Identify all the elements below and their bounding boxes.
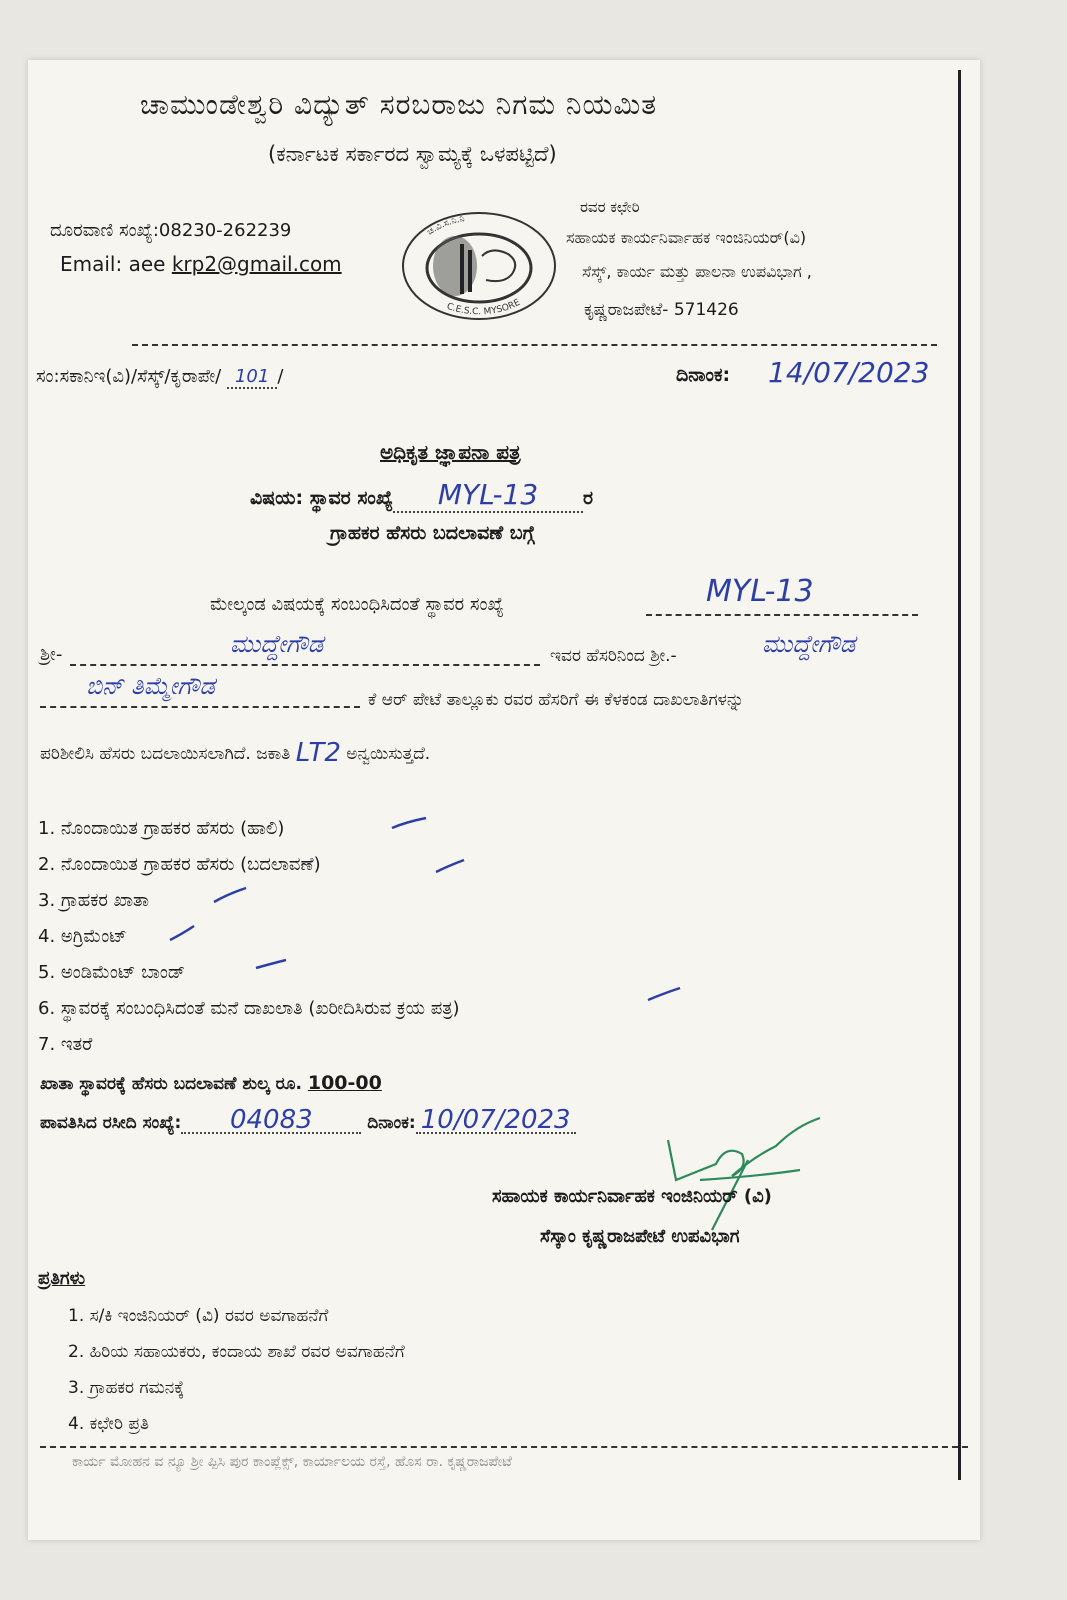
org-subtitle: (ಕರ್ನಾಟಕ ಸರ್ಕಾರದ ಸ್ವಾಮ್ಯಕ್ಕೆ ಒಳಪಟ್ಟಿದೆ) [268, 142, 557, 166]
plant-number-handwritten: MYL-13 [706, 574, 814, 609]
reference-value: 101 [227, 366, 277, 389]
document-item-7: 7. ಇತರೆ [38, 1034, 93, 1055]
email-label: Email: aee [60, 252, 166, 276]
check-mark-icon [392, 818, 426, 828]
document-item-2: 2. ನೊಂದಾಯಿತ ಗ್ರಾಹಕರ ಹೆಸರು (ಬದಲಾವಣೆ) [38, 854, 321, 875]
document-item-5: 5. ಅಂಡಿಮೆಂಟ್ ಬಾಂಡ್ [38, 962, 186, 983]
copy-item-1: 1. ಸ/ಕಿ ಇಂಜಿನಿಯರ್ (ವಿ) ರವರ ಅವಗಾಹನೆಗೆ [68, 1306, 329, 1326]
check-mark-icon [436, 860, 464, 872]
subject-label: ವಿಷಯ: ಸ್ಥಾವರ ಸಂಖ್ಯೆ [250, 487, 394, 509]
document-item-1: 1. ನೊಂದಾಯಿತ ಗ್ರಾಹಕರ ಹೆಸರು (ಹಾಲಿ) [38, 818, 285, 839]
subject-value: MYL-13 [393, 478, 583, 513]
body-line-1: ಮೇಲ್ಕಂಡ ವಿಷಯಕ್ಕೆ ಸಂಬಂಧಿಸಿದಂತೆ ಸ್ಥಾವರ ಸಂಖ್ಯೆ [210, 594, 504, 615]
body-line-4b: ಅನ್ವಯಿಸುತ್ತದೆ. [346, 744, 431, 764]
office-line-2: ಸಹಾಯಕ ಕಾರ್ಯನಿರ್ವಾಹಕ ಇಂಜಿನಿಯರ್(ವಿ) [566, 228, 807, 247]
subject-suffix: ರ [583, 487, 594, 509]
receipt-number: 04083 [181, 1108, 361, 1134]
officer-signature [668, 1118, 820, 1230]
body-line-2: ಇವರ ಹೆಸರಿನಿಂದ ಶ್ರೀ.- [550, 646, 677, 666]
old-name-handwritten: ಮುದ್ದೇಗೌಡ [230, 630, 324, 658]
sri-label: ಶ್ರೀ- [40, 644, 63, 665]
check-mark-icon [170, 926, 194, 940]
check-mark-icon [648, 988, 680, 1000]
copy-item-3: 3. ಗ್ರಾಹಕರ ಗಮನಕ್ಕೆ [68, 1378, 185, 1398]
fee-label: ಖಾತಾ ಸ್ಥಾವರಕ್ಕೆ ಹೆಸರು ಬದಲಾವಣೆ ಶುಲ್ಕ ರೂ. [40, 1074, 302, 1094]
body-line-4a: ಪರಿಶೀಲಿಸಿ ಹೆಸರು ಬದಲಾಯಿಸಲಾಗಿದೆ. ಜಕಾತಿ [40, 744, 291, 764]
copies-heading: ಪ್ರತಿಗಳು [38, 1268, 86, 1289]
phone-number: ದೂರವಾಣಿ ಸಂಖ್ಯೆ:08230-262239 [50, 220, 292, 241]
office-line-4: ಕೃಷ್ಣರಾಜಪೇಟೆ- 571426 [584, 300, 739, 320]
document-item-3: 3. ಗ್ರಾಹಕರ ಖಾತಾ [38, 890, 149, 911]
office-line-3: ಸೆಸ್ಕ್, ಕಾರ್ಯ ಮತ್ತು ಪಾಲನಾ ಉಪವಿಭಾಗ , [582, 262, 812, 281]
new-name-handwritten-2: ಬಿನ್ ತಿಮ್ಮೇಗೌಡ [86, 672, 215, 700]
seal-top-text: ಚ.ವಿ.ಸ.ನಿ.ನಿ [425, 214, 466, 238]
receipt-line [40, 1105, 576, 1135]
date-value: 14/07/2023 [768, 356, 930, 389]
fee-line [40, 1072, 382, 1094]
seal-bottom-text: C.E.S.C. MYSORE [445, 297, 523, 318]
footer-address: ಕಾರ್ಯ ಮೋಹನ ವ ನ್ಯೂ ಶ್ರೀ ಪ್ಪಿಸಿ ಪುರ ಕಾಂಪ್ಲೆಕ್ಸ್, ಕಾರ್ಯಾಲಯ ರಸ್ತೆ, ಹೊಸ ರಾ. ಕೃಷ್ಣರಾಜಪೇಟೆ [72, 1454, 512, 1470]
fee-amount: 100-00 [307, 1072, 382, 1094]
email-address: krp2@gmail.com [171, 252, 342, 276]
reference-number: ಸಂ:ಸಕಾನಿಇ(ವಿ)/ಸೆಸ್ಕ್/ಕೃರಾಪೇ/ 101 / [36, 366, 284, 387]
copy-item-4: 4. ಕಛೇರಿ ಪ್ರತಿ [68, 1414, 149, 1434]
copy-item-2: 2. ಹಿರಿಯ ಸಹಾಯಕರು, ಕಂದಾಯ ಶಾಖೆ ರವರ ಅವಗಾಹನೆಗೆ [68, 1342, 405, 1362]
footer-divider [40, 1446, 968, 1448]
tariff-handwritten: LT2 [295, 738, 341, 768]
reference-label: ಸಂ:ಸಕಾನಿಇ(ವಿ)/ಸೆಸ್ಕ್/ಕೃರಾಪೇ/ [36, 366, 222, 387]
check-mark-icon [214, 888, 246, 902]
new-name-handwritten-1: ಮುದ್ದೇಗೌಡ [762, 630, 856, 658]
date-label: ದಿನಾಂಕ: [676, 364, 731, 386]
signatory-designation: ಸಹಾಯಕ ಕಾರ್ಯನಿರ್ವಾಹಕ ಇಂಜಿನಿಯರ್ (ವಿ) [492, 1186, 772, 1207]
notice-title: ಅಧಿಕೃತ ಜ್ಞಾಪನಾ ಪತ್ರ [380, 440, 521, 464]
receipt-date: 10/07/2023 [416, 1108, 576, 1134]
check-mark-icon [256, 960, 286, 968]
org-name: ಚಾಮುಂಡೇಶ್ವರಿ ವಿದ್ಯುತ್ ಸರಬರಾಜು ನಿಗಮ ನಿಯಮಿತ [140, 88, 658, 121]
document-item-4: 4. ಅಗ್ರಿಮೆಂಟ್ [38, 926, 127, 947]
subject-line-2: ಗ್ರಾಹಕರ ಹೆಸರು ಬದಲಾವಣೆ ಬಗ್ಗೆ [330, 522, 535, 544]
body-line-3: ಕೆ ಆರ್ ಪೇಟೆ ತಾಲ್ಲೂಕು ರವರ ಹೆಸರಿಗೆ ಈ ಕೆಳಕಂಡ ದಾಖಲಾತಿಗಳನ್ನು [368, 690, 745, 710]
receipt-date-label: ದಿನಾಂಕ: [367, 1113, 416, 1133]
office-line-1: ರವರ ಕಛೇರಿ [580, 198, 640, 216]
signatory-office: ಸೆಸ್ಕಾಂ ಕೃಷ್ಣರಾಜಪೇಟೆ ಉಪವಿಭಾಗ [540, 1226, 740, 1247]
receipt-label: ಪಾವತಿಸಿದ ರಸೀದಿ ಸಂಖ್ಯೆ: [40, 1113, 182, 1133]
document-item-6: 6. ಸ್ಥಾವರಕ್ಕೆ ಸಂಬಂಧಿಸಿದಂತೆ ಮನೆ ದಾಖಲಾತಿ (ಖರೀದಿಸಿರುವ ಕ್ರಯ ಪತ್ರ) [38, 998, 460, 1019]
